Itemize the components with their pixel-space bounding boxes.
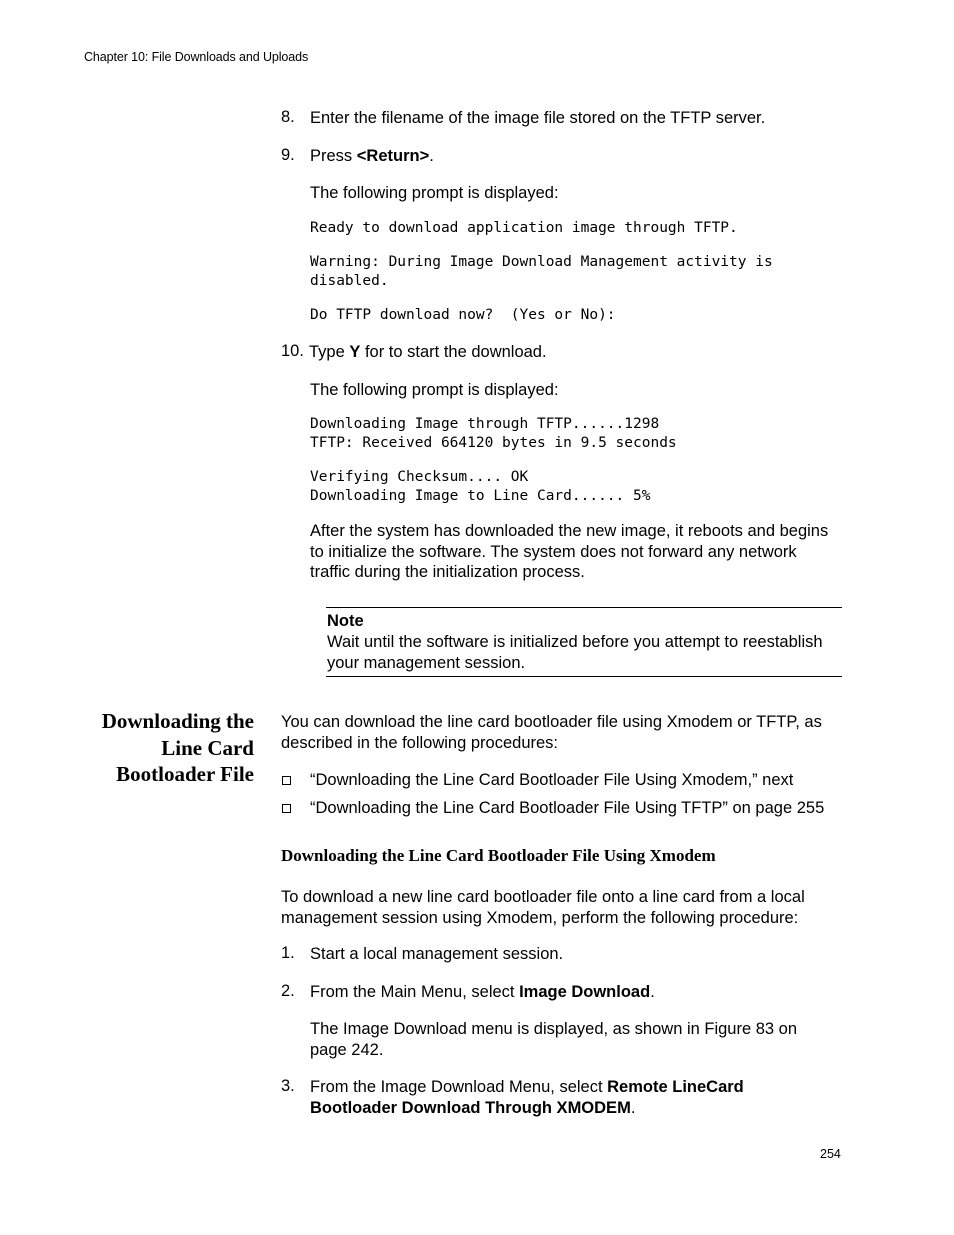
code-block-warning: Warning: During Image Download Management activity is disabled. — [310, 254, 773, 289]
step-number: 2. — [281, 982, 295, 1000]
step-text-bold: Remote LineCard Bootloader Download Through XMODEM — [310, 1078, 744, 1117]
note-text: Wait until the software is initialized before you attempt to reestablish your management session. — [327, 633, 823, 672]
cross-reference-link[interactable]: “Downloading the Line Card Bootloader File Using Xmodem,” next — [310, 771, 794, 789]
step-number: 8. — [281, 108, 295, 126]
after-download-paragraph: After the system has downloaded the new image, it reboots and begins to initialize the software. The system does not forward any network traffic during the initialization process. — [310, 522, 829, 581]
step-text — [309, 342, 849, 363]
step-text-pre: From the Main Menu, select — [310, 983, 520, 1001]
step-text — [310, 146, 850, 167]
prompt-label: The following prompt is displayed: — [310, 381, 559, 399]
section-intro: You can download the line card bootloader file using Xmodem or TFTP, as described in the following procedures: — [281, 713, 822, 752]
subsection-intro: To download a new line card bootloader file onto a line card from a local management session using Xmodem, perform the following procedure: — [281, 888, 805, 927]
step-text-pre: From the Image Download Menu, select — [310, 1078, 608, 1096]
section-heading-line: Bootloader File — [116, 762, 254, 786]
section-heading-line: Downloading the — [101, 709, 254, 733]
note-title: Note — [327, 612, 364, 630]
checkbox-bullet-icon — [282, 804, 291, 813]
step-text — [310, 982, 850, 1003]
code-block-verifying: Verifying Checksum.... OK Downloading Image to Line Card...... 5% — [310, 469, 651, 504]
step-number: 3. — [281, 1077, 295, 1095]
step-text-post: . — [429, 147, 434, 165]
code-block-ready: Ready to download application image through TFTP. — [310, 220, 738, 236]
section-heading — [54, 708, 254, 788]
step-text-post: . — [630, 1098, 636, 1117]
prompt-label: The following prompt is displayed: — [310, 184, 559, 202]
subsection-heading: Downloading the Line Card Bootloader File Using Xmodem — [281, 846, 716, 865]
step-text — [310, 1077, 780, 1118]
page-number: 254 — [820, 1147, 841, 1161]
step-text: Start a local management session. — [310, 945, 564, 963]
code-block-do-tftp: Do TFTP download now? (Yes or No): — [310, 307, 616, 323]
step-text-bold: Y — [349, 343, 361, 361]
step-text-bold: <Return> — [356, 147, 430, 165]
step-text-post: for to start the download. — [360, 343, 547, 361]
note-box — [326, 607, 842, 677]
step-number: 1. — [281, 944, 295, 962]
step-text-post: . — [650, 983, 655, 1001]
cross-reference-link[interactable]: “Downloading the Line Card Bootloader File Using TFTP” on page 255 — [310, 799, 825, 817]
section-heading-line: Line Card — [161, 735, 254, 760]
step-text-pre: Type — [309, 343, 350, 361]
running-header: Chapter 10: File Downloads and Uploads — [84, 50, 309, 64]
step-number: 9. — [281, 146, 295, 164]
step-text-bold: Image Download — [519, 983, 651, 1001]
code-block-downloading: Downloading Image through TFTP......1298 TFTP: Received 664120 bytes in 9.5 seconds — [310, 416, 677, 451]
step-number: 10. — [281, 342, 304, 360]
step-paragraph: The Image Download menu is displayed, as shown in Figure 83 on page 242. — [310, 1020, 798, 1059]
step-text-pre: Press — [310, 147, 357, 165]
checkbox-bullet-icon — [282, 776, 291, 785]
step-text: Enter the filename of the image file stored on the TFTP server. — [310, 109, 766, 127]
